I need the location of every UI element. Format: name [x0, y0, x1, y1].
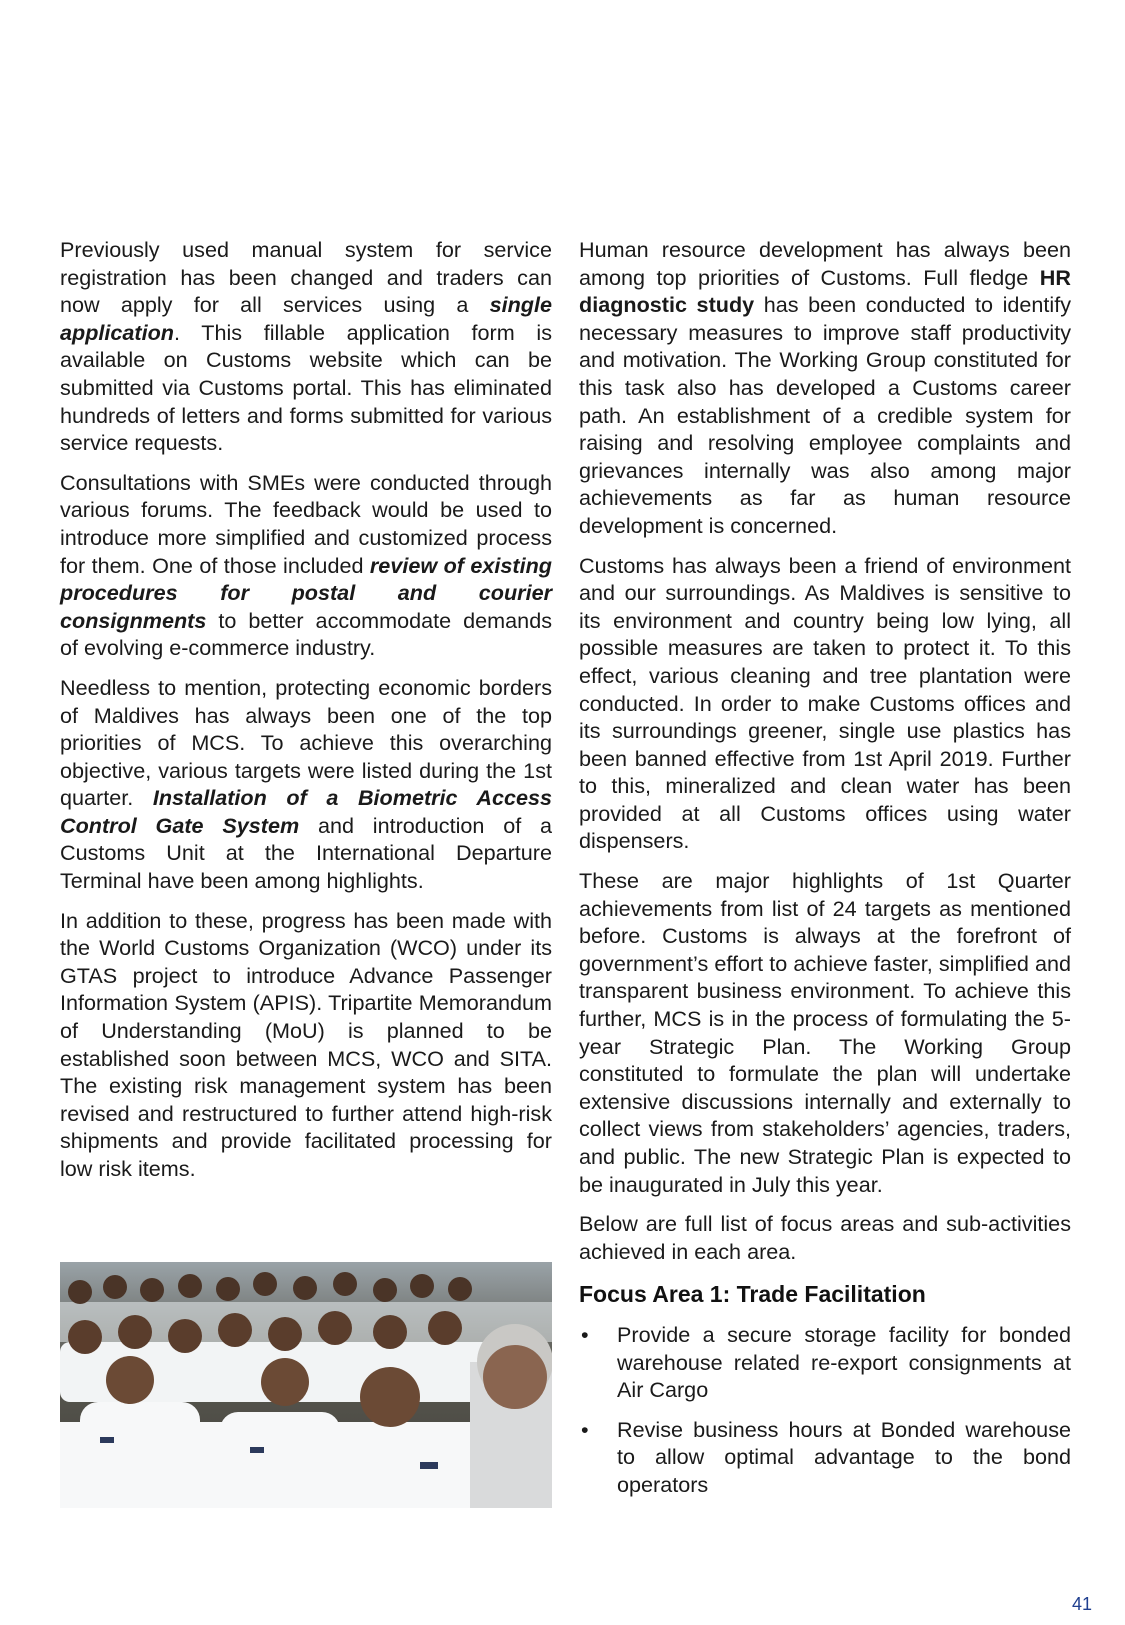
paragraph-wco-progress: In addition to these, progress has been made with the World Customs Organization (WCO) under its GTAS project to introduce Advance Passenger Information System (APIS). Tripartite Memorandum of Understanding (MoU) is planned to be established soon between MCS, WCO and SITA. The existing risk management system has been revised and restructured to further attend high-risk shipments and provide facilitated processing for low risk items.	[60, 907, 552, 1181]
audience-photo	[60, 1262, 552, 1508]
paragraph-text: to better accommodate demands of evolving e-commerce industry.	[60, 607, 552, 661]
emphasis-text: HR diagnostic study	[579, 264, 1071, 318]
paragraph-focus-intro: Below are full list of focus areas and sub-activities achieved in each area.	[579, 1211, 1071, 1264]
paragraph-sme-consultations	[60, 469, 552, 662]
focus-area-list	[579, 1321, 1071, 1499]
emphasis-text: Installation of a Biometric Access Control Gate System	[60, 785, 552, 838]
audience-photo-illustration	[60, 1262, 552, 1508]
list-item	[579, 1416, 1071, 1499]
emphasis-text: review of existing procedures for postal and courier consignments	[60, 552, 552, 633]
section-heading: Focus Area 1: Trade Facilitation	[579, 1281, 926, 1308]
paragraph-single-application	[60, 236, 552, 457]
right-column	[579, 236, 1071, 1511]
paragraph-environment: Customs has always been a friend of environment and our surroundings. As Maldives is sensitive to its environment and country being low lying, all possible measures are taken to protect it. To this effect, various cleaning and tree plantation were conducted. In order to make Customs offices and its surroundings greener, single use plastics has been banned effective from 1st April 2019. Further to this, mineralized and clean water has been provided at all Customs offices using water dispensers.	[579, 552, 1071, 854]
paragraph-economic-borders	[60, 674, 552, 895]
paragraph-text: Needless to mention, protecting economic borders of Maldives has always been one of the top priorities of MCS. To achieve this overarching objective, various targets were listed during the 1st quarter.	[60, 674, 552, 811]
emphasis-text: single application	[60, 292, 552, 345]
list-item	[579, 1321, 1071, 1404]
list-item-text: Revise business hours at Bonded warehouse to allow optimal advantage to the bond operators	[617, 1416, 1071, 1497]
list-item-text: Provide a secure storage facility for bonded warehouse related re-export consignments at Air Cargo	[617, 1321, 1071, 1403]
paragraph-text: Consultations with SMEs were conducted through various forums. The feedback would be used to introduce more simplified and customized process for them. One of those included	[60, 469, 552, 578]
paragraph-hr-development	[579, 236, 1071, 540]
page-number: 41	[1071, 1594, 1092, 1614]
paragraph-quarter-highlights: These are major highlights of 1st Quarter achievements from list of 24 targets as mentioned before. Customs is always at the forefront of government’s effort to achieve faster, simplified and transparent business environment. To achieve this further, MCS is in the process of formulating the 5-year Strategic Plan. The Working Group constituted to formulate the plan will undertake extensive discussions internally and externally to collect views from stakeholders’ agencies, traders, and public. The new Strategic Plan is expected to be inaugurated in July this year.	[579, 868, 1071, 1197]
paragraph-text: . This fillable application form is available on Customs website which can be submitted via Customs portal. This has eliminated hundreds of letters and forms submitted for various service requests.	[60, 319, 552, 456]
bullet-icon: •	[581, 1416, 589, 1442]
bullet-icon: •	[581, 1321, 589, 1347]
paragraph-text: has been conducted to identify necessary measures to improve staff productivity and motivation. The Working Group constituted for this task also has developed a Customs career path. An establishment of a credible system for raising and resolving employee complaints and grievances internally was also among major achievements as far as human resource development is concerned.	[579, 292, 1071, 538]
paragraph-text: Previously used manual system for service registration has been changed and traders can now apply for all services using a	[60, 237, 552, 318]
left-column	[60, 236, 552, 1195]
paragraph-text: and introduction of a Customs Unit at the International Departure Terminal have been among highlights.	[60, 812, 552, 894]
paragraph-text: Human resource development has always been among top priorities of Customs. Full fledge	[579, 237, 1071, 290]
